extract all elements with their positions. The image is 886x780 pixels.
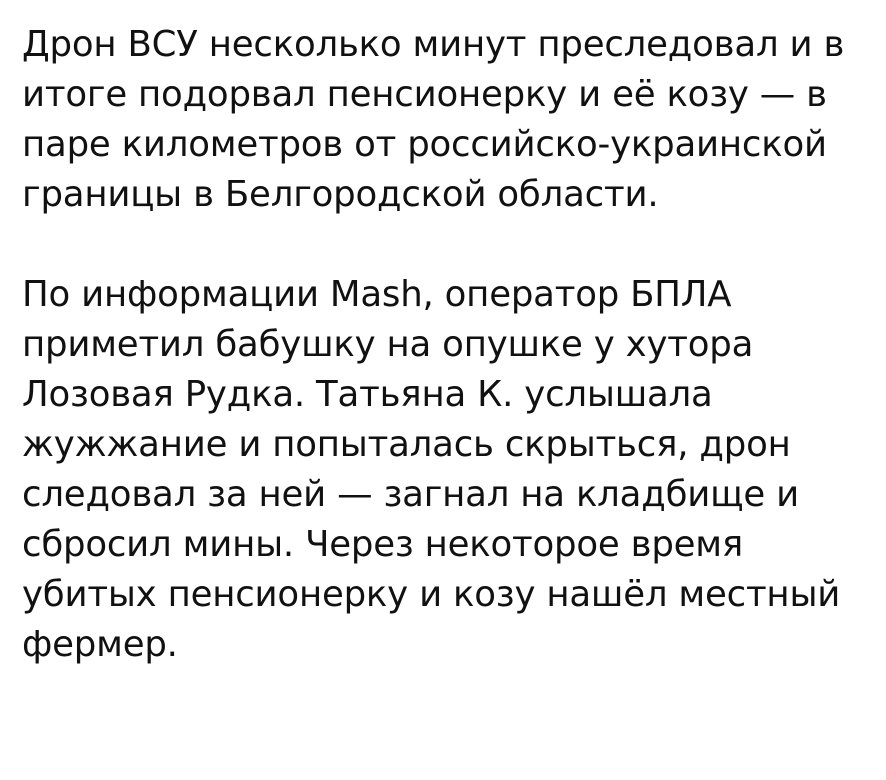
- post-text-body: [22, 20, 864, 670]
- paragraph: По информации Mash, оператор БПЛА приметил бабушку на опушке у хутора Лозовая Рудка. Татьяна К. услышала жужжание и попыталась скрыться, дрон следовал за ней — загнал на кладбище и сбросил мины. Через некоторое время убитых пенсионерку и козу нашёл местный фермер.: [22, 274, 852, 665]
- paragraph: Дрон ВСУ несколько минут преследовал и в итоге подорвал пенсионерку и её козу — в паре километров от российско-украинской границы в Белгородской области.: [22, 24, 856, 215]
